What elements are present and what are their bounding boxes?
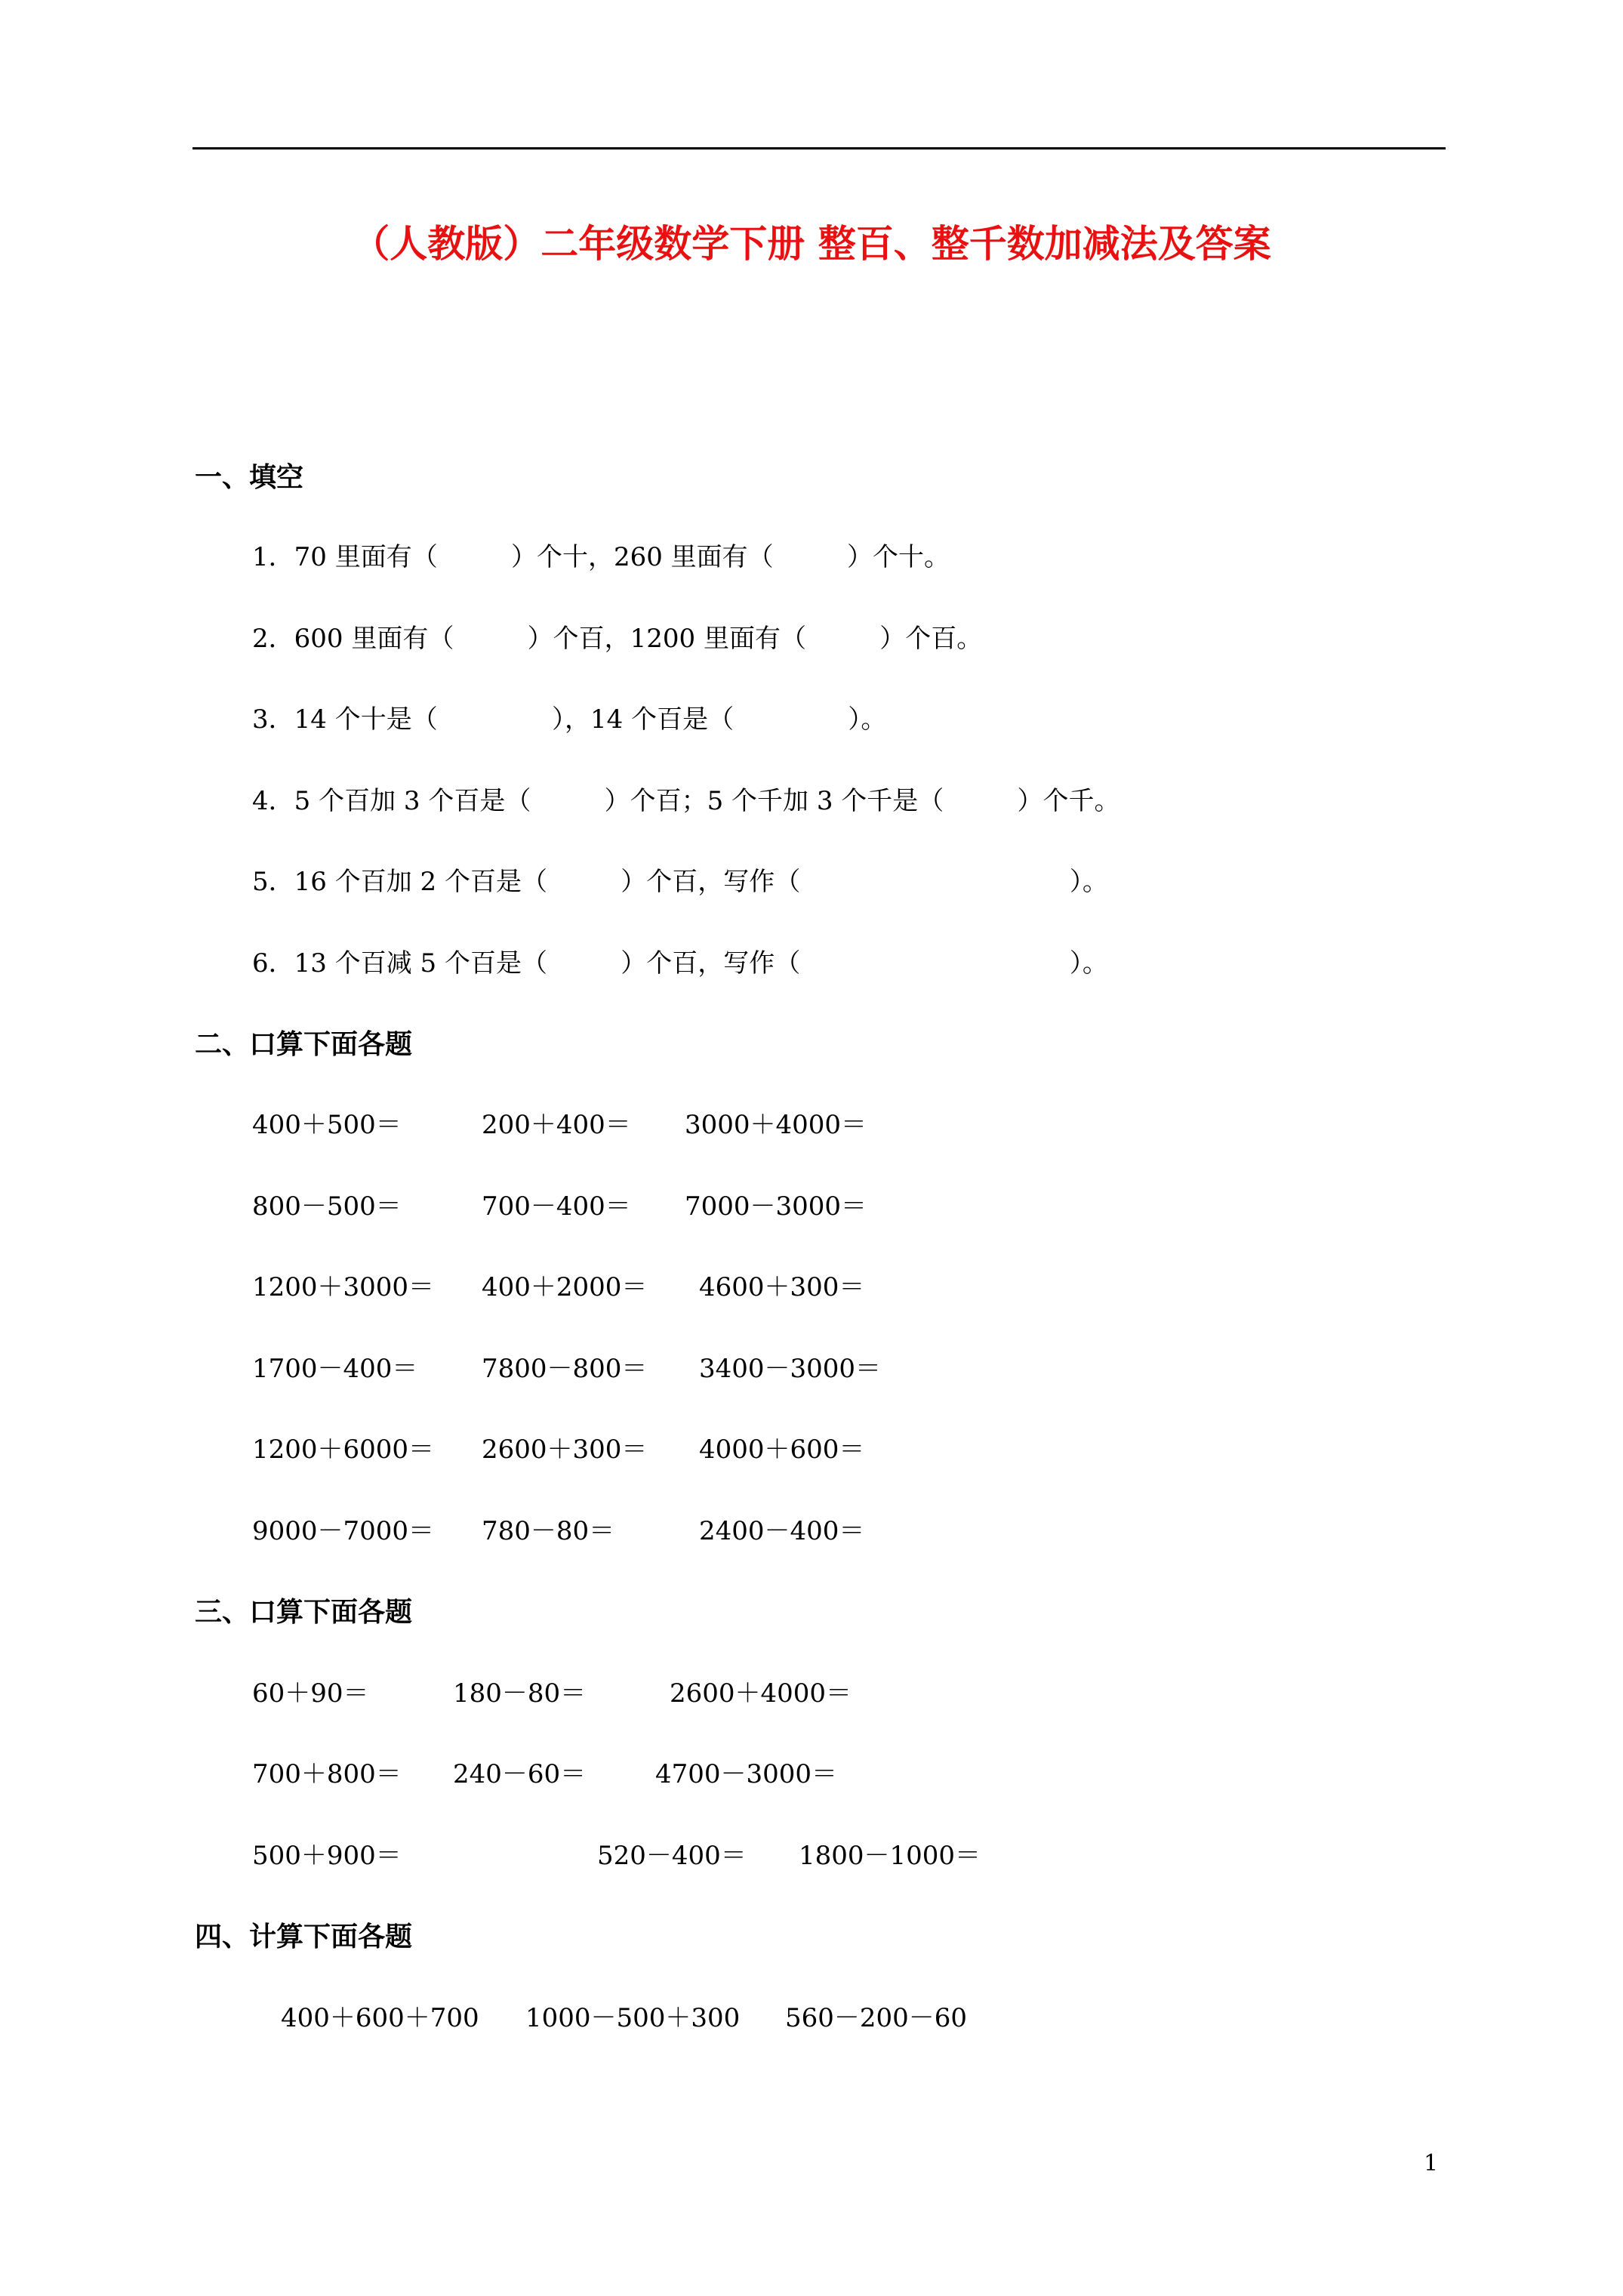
math-expression: 2600＋4000＝: [670, 1678, 852, 1709]
fill-blank-question: 6．13 个百减 5 个百是（ ）个百，写作（ ）。: [252, 948, 1108, 978]
math-expression: 180－80＝: [453, 1678, 587, 1709]
math-expression: 400＋2000＝: [482, 1272, 648, 1302]
math-expression: 400＋500＝: [252, 1110, 402, 1140]
math-expression: 240－60＝: [453, 1759, 587, 1789]
math-expression: 700－400＝: [482, 1191, 631, 1222]
math-expression: 2600＋300＝: [482, 1435, 648, 1465]
math-expression: 60＋90＝: [252, 1678, 369, 1709]
fill-blank-question: 5．16 个百加 2 个百是（ ）个百，写作（ ）。: [252, 867, 1108, 897]
section-heading-mental-math-1: 二、口算下面各题: [195, 1028, 413, 1060]
math-expression: 560－200－60: [785, 2003, 968, 2033]
math-expression: 700＋800＝: [252, 1759, 402, 1789]
math-expression: 4600＋300＝: [699, 1272, 865, 1302]
math-expression: 2400－400＝: [699, 1516, 865, 1546]
math-expression: 1200＋3000＝: [252, 1272, 435, 1302]
fill-blank-question: 2．600 里面有（ ）个百，1200 里面有（ ）个百。: [252, 624, 983, 654]
page-title: （人教版）二年级数学下册 整百、整千数加减法及答案: [352, 221, 1271, 266]
section-heading-mental-math-2: 三、口算下面各题: [195, 1596, 413, 1628]
math-expression: 1800－1000＝: [799, 1841, 981, 1871]
math-expression: 500＋900＝: [252, 1841, 402, 1871]
math-expression: 800－500＝: [252, 1191, 402, 1222]
math-expression: 1000－500＋300: [525, 2003, 741, 2033]
page-number: 1: [1424, 2150, 1439, 2177]
fill-blank-question: 4．5 个百加 3 个百是（ ）个百；5 个千加 3 个千是（ ）个千。: [252, 786, 1120, 816]
header-rule: [192, 147, 1446, 149]
math-expression: 4000＋600＝: [699, 1435, 865, 1465]
math-expression: 3000＋4000＝: [685, 1110, 867, 1140]
math-expression: 1200＋6000＝: [252, 1435, 435, 1465]
math-expression: 9000－7000＝: [252, 1516, 435, 1546]
math-expression: 200＋400＝: [482, 1110, 631, 1140]
math-expression: 4700－3000＝: [655, 1759, 838, 1789]
math-expression: 3400－3000＝: [699, 1354, 882, 1384]
math-expression: 400＋600＋700: [281, 2003, 479, 2033]
math-expression: 7800－800＝: [482, 1354, 648, 1384]
section-heading-calculate: 四、计算下面各题: [195, 1921, 413, 1952]
math-expression: 520－400＝: [597, 1841, 747, 1871]
math-expression: 780－80＝: [482, 1516, 615, 1546]
math-expression: 1700－400＝: [252, 1354, 418, 1384]
fill-blank-question: 3．14 个十是（ ），14 个百是（ ）。: [252, 704, 887, 735]
math-expression: 7000－3000＝: [685, 1191, 867, 1222]
fill-blank-question: 1．70 里面有（ ）个十，260 里面有（ ）个十。: [252, 542, 950, 572]
section-heading-fill-blanks: 一、填空: [195, 461, 304, 493]
